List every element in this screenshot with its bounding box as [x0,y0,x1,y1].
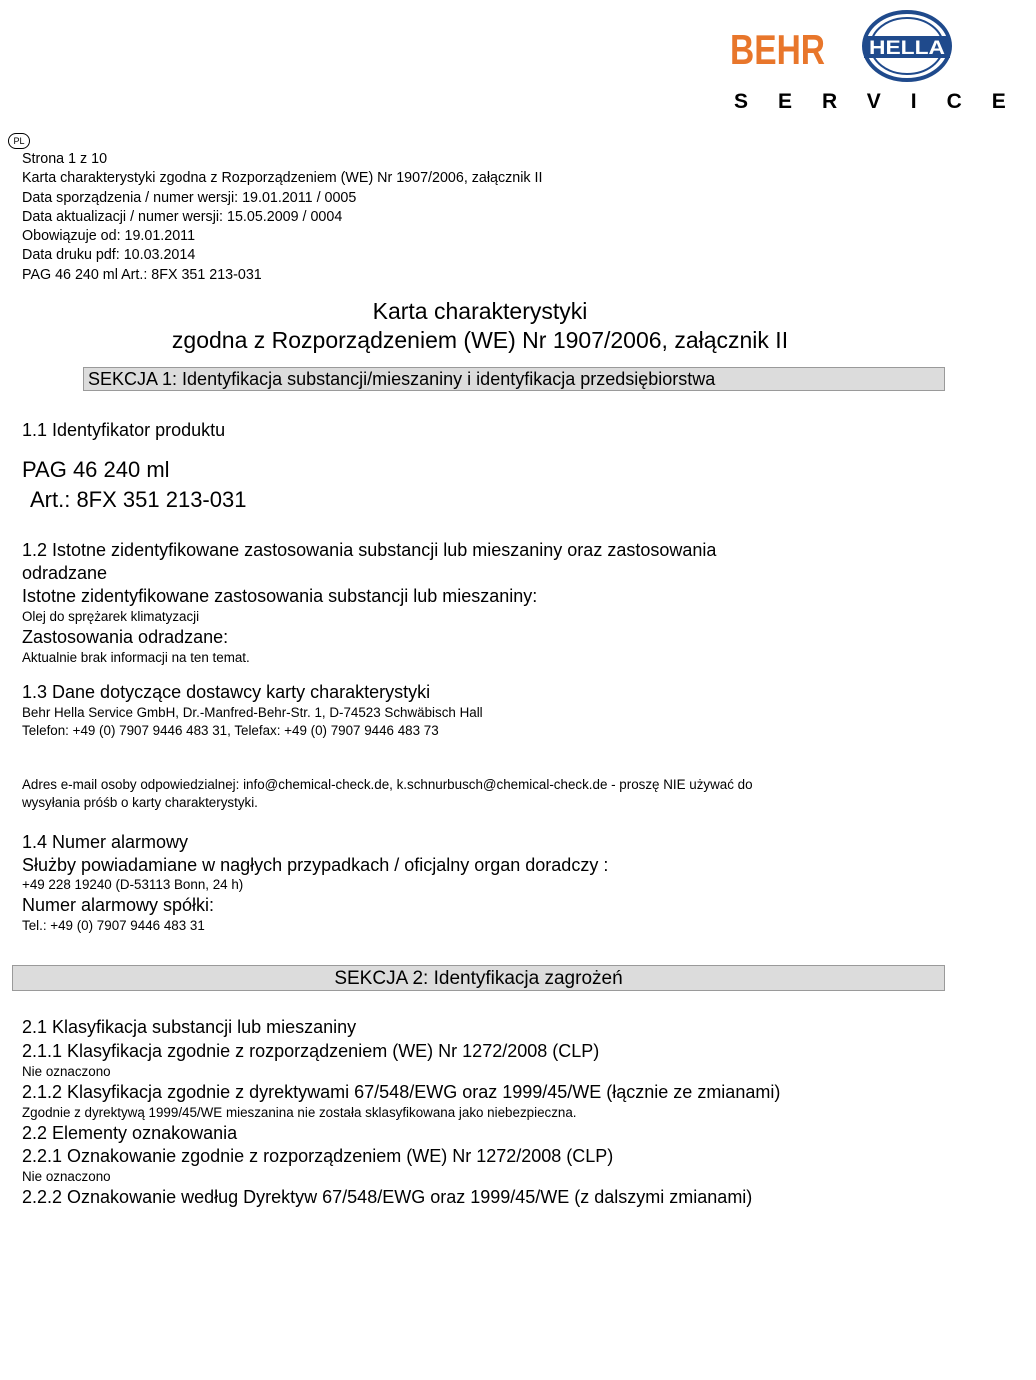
header-doc-type: Karta charakterystyki zgodna z Rozporządzeniem (WE) Nr 1907/2006, załącznik II [22,170,543,187]
header-product: PAG 46 240 ml Art.: 8FX 351 213-031 [22,266,262,283]
s1-2-heading: 1.2 Istotne zidentyfikowane zastosowania substancji lub mieszaniny oraz zastosowania [22,540,717,560]
header-created: Data sporządzenia / numer wersji: 19.01.2011 / 0005 [22,189,357,206]
s1-3-phone: Telefon: +49 (0) 7907 9446 483 31, Telefax: +49 (0) 7907 9446 483 73 [22,723,439,738]
service-logo-text: SERVICE [734,90,1036,113]
s1-2-identified-uses: Istotne zidentyfikowane zastosowania substancji lub mieszaniny: [22,586,538,606]
s1-4-heading: 1.4 Numer alarmowy [22,832,189,852]
s2-1-1-value: Nie oznaczono [22,1064,111,1079]
header-updated: Data aktualizacji / numer wersji: 15.05.2009 / 0004 [22,208,343,225]
s1-4-phone-1: +49 228 19240 (D-53113 Bonn, 24 h) [22,877,244,892]
section-2-heading: SEKCJA 2: Identyfikacja zagrożeń [12,965,945,991]
s1-2-heading-cont: odradzane [22,563,108,583]
s2-2-1-heading: 2.2.1 Oznakowanie zgodnie z rozporządzeniem (WE) Nr 1272/2008 (CLP) [22,1146,614,1166]
page-title: Karta charakterystyki [372,298,588,324]
s1-4-company-emergency: Numer alarmowy spółki: [22,895,215,915]
s2-1-1-heading: 2.1.1 Klasyfikacja zgodnie z rozporządzeniem (WE) Nr 1272/2008 (CLP) [22,1041,600,1061]
header-valid-from: Obowiązuje od: 19.01.2011 [22,228,196,245]
product-name: PAG 46 240 ml [22,457,170,482]
s1-4-emergency-services: Służby powiadamiane w nagłych przypadkach / oficjalny organ doradczy : [22,855,609,875]
s1-4-phone-2: Tel.: +49 (0) 7907 9446 483 31 [22,918,205,933]
s2-1-heading: 2.1 Klasyfikacja substancji lub mieszaniny [22,1017,357,1037]
s1-2-use-value: Olej do sprężarek klimatyzacji [22,609,200,624]
section-1-heading: SEKCJA 1: Identyfikacja substancji/mieszaniny i identyfikacja przedsiębiorstwa [83,367,945,391]
hella-logo [862,10,952,82]
behr-logo-text: BEHR [730,26,825,73]
behr-logo [730,24,825,72]
product-art-number: Art.: 8FX 351 213-031 [30,487,247,512]
document-header [22,150,542,285]
s2-1-2-value: Zgodnie z dyrektywą 1999/45/WE mieszanina nie została sklasyfikowana jako niebezpieczna. [22,1105,577,1120]
s2-1-2-heading: 2.1.2 Klasyfikacja zgodnie z dyrektywami 67/548/EWG oraz 1999/45/WE (łącznie ze zmianami) [22,1082,781,1102]
s1-3-email-cont: wysyłania próśb o karty charakterystyki. [22,795,258,810]
header-print-date: Data druku pdf: 10.03.2014 [22,247,196,264]
s1-2-advised-against: Zastosowania odradzane: [22,627,229,647]
language-badge: PL [8,133,30,149]
page-subtitle: zgodna z Rozporządzeniem (WE) Nr 1907/2006, załącznik II [171,327,789,353]
s1-3-heading: 1.3 Dane dotyczące dostawcy karty charakterystyki [22,682,431,702]
s2-2-1-value: Nie oznaczono [22,1169,111,1184]
page-number: Strona 1 z 10 [22,151,108,167]
s1-3-email: Adres e-mail osoby odpowiedzialnej: info@chemical-check.de, k.schnurbusch@chemical-check.de - proszę NIE używać do [22,777,753,792]
s2-2-2-heading: 2.2.2 Oznakowanie według Dyrektyw 67/548/EWG oraz 1999/45/WE (z dalszymi zmianami) [22,1187,753,1207]
s2-2-heading: 2.2 Elementy oznakowania [22,1123,238,1143]
s1-2-advised-value: Aktualnie brak informacji na ten temat. [22,650,250,665]
s1-3-company: Behr Hella Service GmbH, Dr.-Manfred-Behr-Str. 1, D-74523 Schwäbisch Hall [22,705,483,720]
s1-1-heading: 1.1 Identyfikator produktu [22,420,226,440]
hella-logo-text: HELLA [869,38,946,59]
